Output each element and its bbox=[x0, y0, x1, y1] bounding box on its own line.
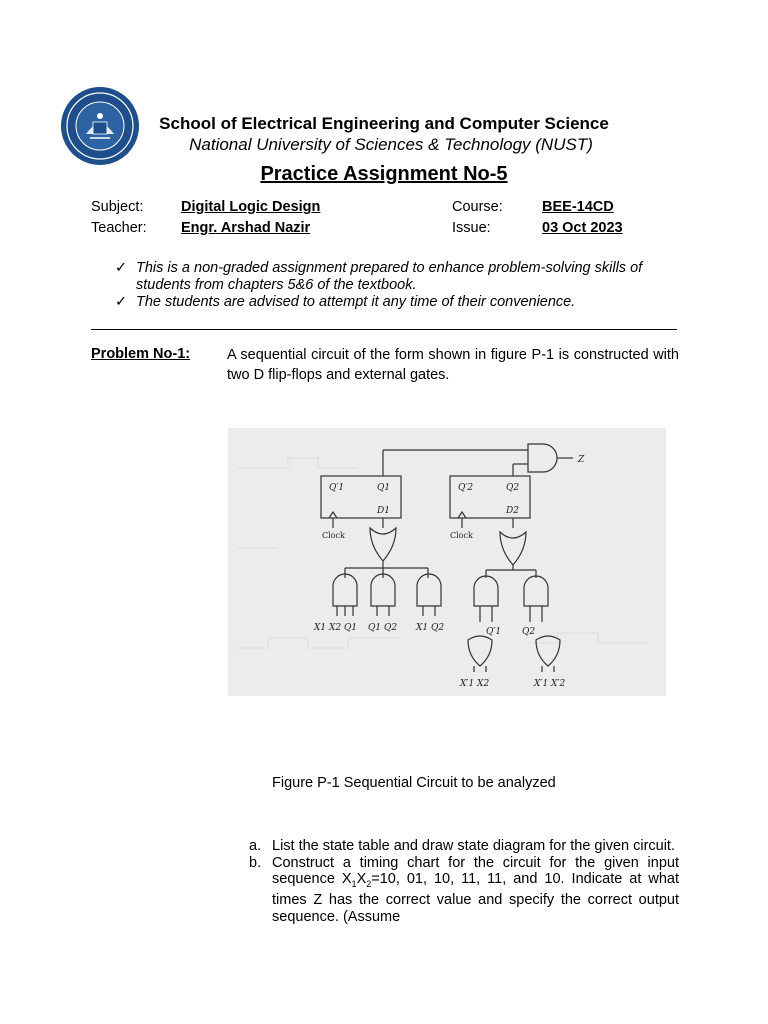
and5-input-label: Q2 bbox=[522, 627, 536, 637]
school-name: School of Electrical Engineering and Computer Science bbox=[159, 114, 609, 133]
course-label: Course: bbox=[452, 199, 503, 215]
university-name: National University of Sciences & Technology (NUST) bbox=[189, 135, 593, 154]
question-item bbox=[249, 855, 679, 926]
item-text: Construct a timing chart for the circuit for the given input sequence $X_1X_2=10$, 01, 10, 11, 11, and 10. Indicate at what times Z has the correct value and specify the correct output sequence. (Assume bbox=[272, 854, 679, 925]
ff1-q-label: Q1 bbox=[377, 483, 391, 493]
or2-inputs-label: X′1 X′2 bbox=[534, 679, 566, 689]
subject-value: Digital Logic Design bbox=[181, 199, 321, 215]
ff2-q-label: Q2 bbox=[506, 483, 520, 493]
ff1-d-label: D1 bbox=[377, 506, 390, 516]
or1-inputs-label: X′1 X2 bbox=[460, 679, 490, 689]
and4-input-label: Q′1 bbox=[486, 627, 502, 637]
question-list bbox=[249, 838, 679, 925]
item-marker: b. bbox=[249, 854, 262, 871]
notes-list bbox=[115, 260, 685, 311]
item-text: List the state table and draw state diagram for the given circuit. bbox=[272, 838, 675, 854]
ff2-qbar-label: Q′2 bbox=[458, 483, 474, 493]
divider bbox=[91, 329, 677, 330]
issue-value: 03 Oct 2023 bbox=[542, 220, 623, 236]
output-z-label: Z bbox=[578, 455, 585, 465]
note-item: ✓ This is a non-graded assignment prepared to enhance problem-solving skills of students from chapters 5&6 of the textbook. bbox=[115, 260, 643, 293]
problem-label: Problem No-1: bbox=[91, 346, 191, 362]
note-item: ✓ The students are advised to attempt it any time of their convenience. bbox=[115, 294, 576, 310]
question-item bbox=[249, 838, 679, 855]
ff2-d-label: D2 bbox=[506, 506, 519, 516]
clock1-label: Clock bbox=[322, 531, 345, 540]
and2-inputs-label: Q1 Q2 bbox=[368, 623, 398, 633]
assignment-title: Practice Assignment No-5 bbox=[260, 163, 508, 185]
issue-label: Issue: bbox=[452, 220, 491, 236]
problem-text: A sequential circuit of the form shown in figure P-1 is constructed with two D flip-flops and external gates. bbox=[227, 347, 679, 383]
ff1-qbar-label: Q′1 bbox=[329, 483, 345, 493]
teacher-value: Engr. Arshad Nazir bbox=[181, 220, 311, 236]
teacher-label: Teacher: bbox=[91, 220, 147, 236]
clock2-label: Clock bbox=[450, 531, 473, 540]
check-icon: ✓ bbox=[115, 260, 128, 276]
check-icon: ✓ bbox=[115, 294, 128, 310]
and3-inputs-label: X1 Q2 bbox=[416, 623, 445, 633]
course-value: BEE-14CD bbox=[542, 199, 614, 215]
and1-inputs-label: X1 X2 Q1 bbox=[314, 623, 358, 633]
item-marker: a. bbox=[249, 838, 262, 854]
subject-label: Subject: bbox=[91, 199, 144, 215]
figure-caption: Figure P-1 Sequential Circuit to be analyzed bbox=[272, 775, 556, 791]
circuit-figure bbox=[228, 428, 666, 696]
